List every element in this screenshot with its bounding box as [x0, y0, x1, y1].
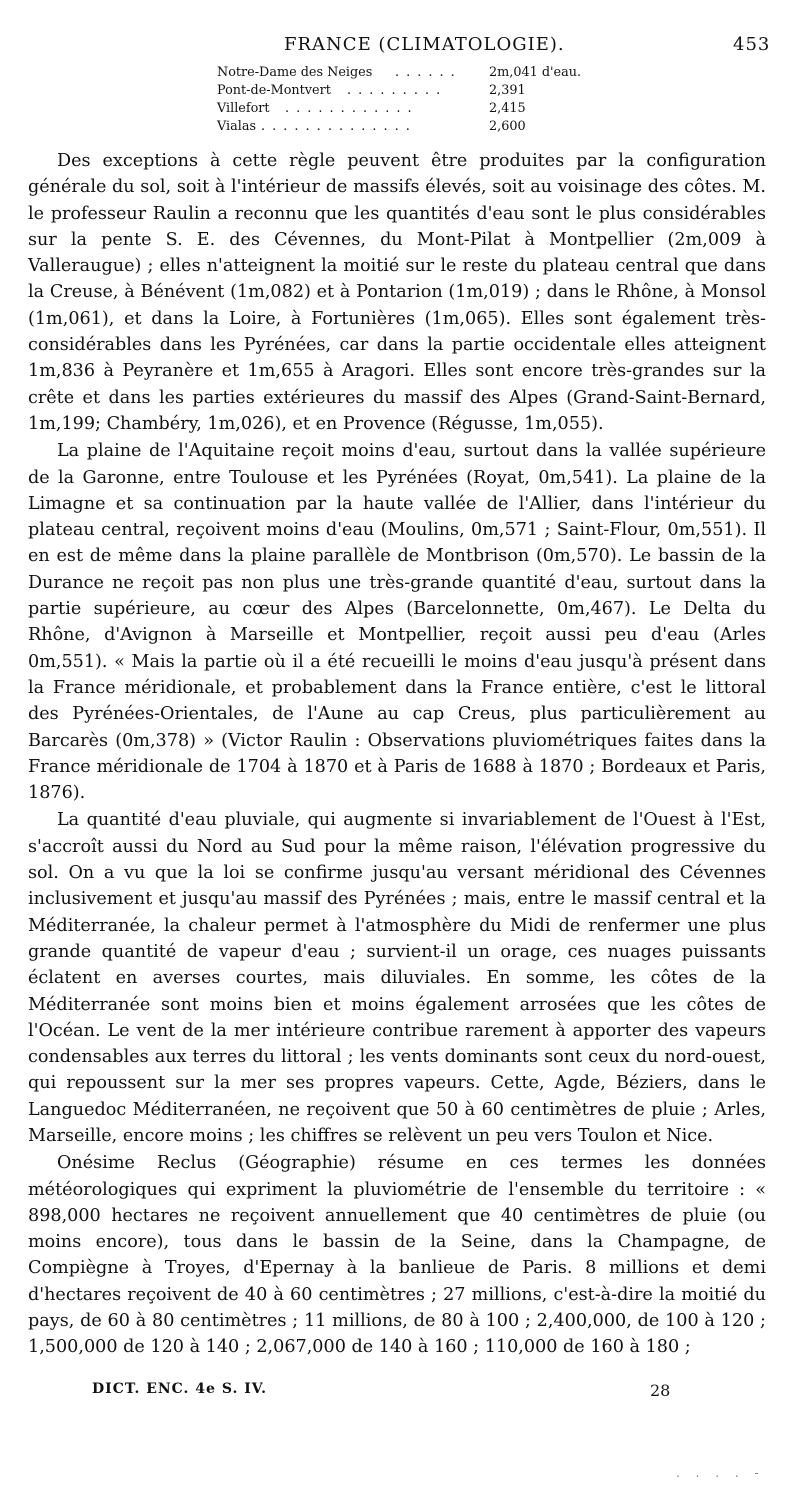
paragraph: Des exceptions à cette règle peuvent être produites par la configuration générale du sol, soit à l'intérieur de massifs élevés, soit au voisinage des côtes. M. le professeur Raulin a reconnu que les quantités d'eau sont le plus considérables sur la pente S. E. des Cévennes, du Mont-Pilat à Montpellier (2m,009 à Valleraugue) ; elles n'atteignent la moitié sur le reste du plateau central que dans la Creuse, à Bénévent (1m,082) et à Pontarion (1m,019) ; dans le Rhône, à Monsol (1m,061), et dans la Loire, à Fortunières (1m,065). Elles sont également très-considérables dans les Pyrénées, car dans la partie occidentale elles atteignent 1m,836 à Peyranère et 1m,655 à Aragori. Elles sont encore très-grandes sur la crête et dans les parties extérieures du massif des Alpes (Grand-Saint-Bernard, 1m,199; Chambéry, 1m,026), et en Provence (Régusse, 1m,055).: [28, 151, 766, 434]
table-place: Notre-Dame des Neiges: [217, 65, 373, 80]
table-value: 2,391: [489, 83, 526, 98]
leader-dots: . . . . . . . . .: [347, 83, 442, 98]
sheet-number: 28: [650, 1381, 671, 1400]
leader-dots: . . . . . . . . . . . . . .: [261, 119, 412, 134]
edge-specks: . . . . -: [676, 1466, 765, 1480]
leader-dots: . . . . . . . . . . . .: [285, 101, 414, 116]
body-text: [28, 148, 766, 1362]
table-place: Vialas: [217, 119, 257, 134]
paragraph: La plaine de l'Aquitaine reçoit moins d'eau, surtout dans la vallée supérieure de la Garonne, entre Toulouse et les Pyrénées (Royat, 0m,541). La plaine de la Limagne et sa continuation par la haute vallée de l'Allier, dans l'intérieur du plateau central, reçoivent moins d'eau (Moulins, 0m,571 ; Saint-Flour, 0m,551). Il en est de même dans la plaine parallèle de Montbrison (0m,570). Le bassin de la Durance ne reçoit pas non plus une très-grande quantité d'eau, surtout dans la partie supérieure, au cœur des Alpes (Barcelonnette, 0m,467). Le Delta du Rhône, d'Avignon à Marseille et Montpellier, reçoit aussi peu d'eau (Arles 0m,551). « Mais la partie où il a été recueilli le moins d'eau jusqu'à présent dans la France méridionale, et probablement dans la France entière, c'est le littoral des Pyrénées-Orientales, de l'Aune au cap Creus, plus particulièrement au Barcarès (0m,378) » (Victor Raulin : Observations pluviométriques faites dans la France méridionale de 1704 à 1870 et à Paris de 1688 à 1870 ; Bordeaux et Paris, 1876).: [28, 441, 766, 804]
leader-dots: . . . . . .: [395, 65, 457, 80]
page-footer: [0, 1381, 800, 1405]
running-title: FRANCE (CLIMATOLOGIE).: [284, 34, 565, 55]
table-value: 2m,041 d'eau.: [489, 65, 582, 80]
paragraph: Onésime Reclus (Géographie) résume en ces termes les données météorologiques qui expriment la pluviométrie de l'ensemble du territoire : « 898,000 hectares ne reçoivent annuellement que 40 centimètres de pluie (ou moins encore), tous dans le bassin de la Seine, dans la Champagne, de Compiègne à Troyes, d'Epernay à la banlieue de Paris. 8 millions et demi d'hectares reçoivent de 40 à 60 centimètres ; 27 millions, c'est-à-dire la moitié du pays, de 60 à 80 centimètres ; 11 millions, de 80 à 100 ; 2,400,000, de 100 à 120 ; 1,500,000 de 120 à 140 ; 2,067,000 de 140 à 160 ; 110,000 de 160 à 180 ;: [28, 1153, 766, 1358]
running-head: [0, 34, 800, 60]
signature-mark: DICT. ENC. 4e S. IV.: [92, 1381, 268, 1397]
table-value: 2,600: [489, 119, 526, 134]
page-number: 453: [733, 34, 771, 55]
table-place: Pont-de-Montvert: [217, 83, 331, 98]
paragraph: La quantité d'eau pluviale, qui augmente si invariablement de l'Ouest à l'Est, s'accroît aussi du Nord au Sud pour la même raison, l'élévation progressive du sol. On a vu que la loi se confirme jusqu'au versant méridional des Cévennes inclusivement et jusqu'au massif des Pyrénées ; mais, entre le massif central et la Méditerranée, la chaleur permet à l'atmosphère du Midi de renfermer une plus grande quantité de vapeur d'eau ; survient-il un orage, ces nuages puissants éclatent en averses courtes, mais diluviales. En somme, les côtes de la Méditerranée sont moins bien et moins également arrosées que les côtes de l'Océan. Le vent de la mer intérieure contribue rarement à apporter des vapeurs condensables aux terres du littoral ; les vents dominants sont ceux du nord-ouest, qui repoussent sur la mer ses propres vapeurs. Cette, Agde, Béziers, dans le Languedoc Méditerranéen, ne reçoivent que 50 à 60 centimètres de pluie ; Arles, Marseille, encore moins ; les chiffres se relèvent un peu vers Toulon et Nice.: [28, 810, 766, 1146]
table-value: 2,415: [489, 101, 526, 116]
table-place: Villefort: [217, 101, 270, 116]
